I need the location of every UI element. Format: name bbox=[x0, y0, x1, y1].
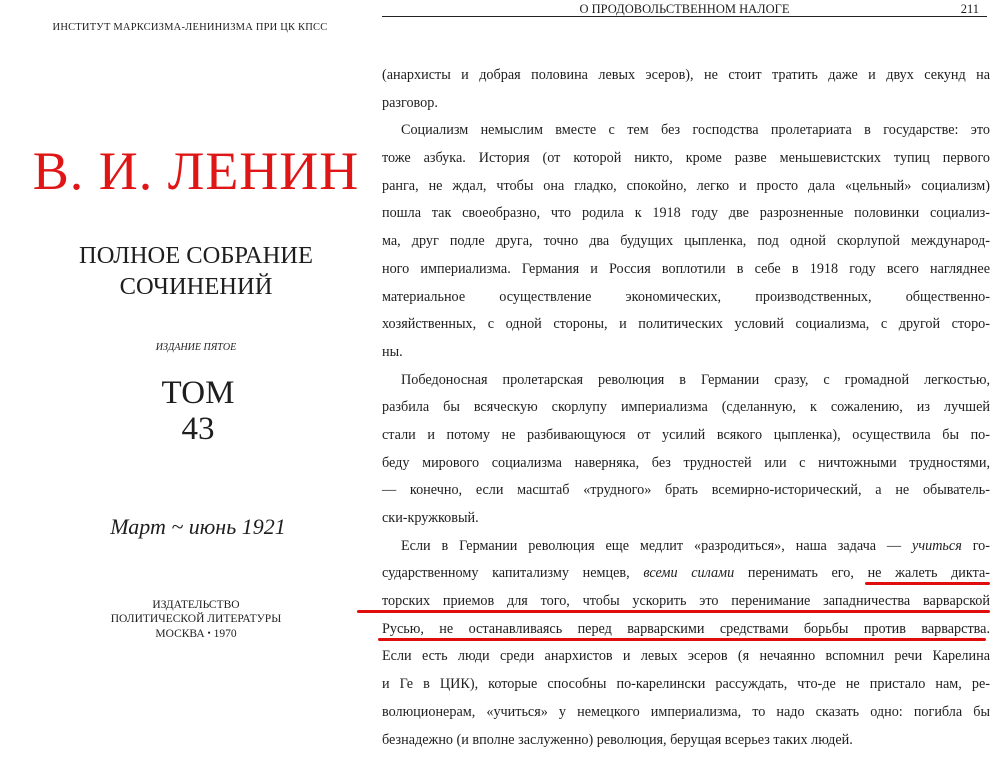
text-line: стали и потому не разбивающуюся от усилий всякого цыпленка), осуществила бы по- bbox=[382, 426, 990, 443]
emphasized-phrase: всеми силами bbox=[643, 565, 735, 582]
text-line: торских приемов для того, чтобы ускорить это перенимание западничества варварской bbox=[382, 588, 990, 616]
text-line: ного империализма. Германия и Россия воплотили в себе в 1918 году всего нагляднее bbox=[382, 260, 990, 277]
publisher-line-1: ИЗДАТЕЛЬСТВО bbox=[152, 599, 240, 611]
text-segment: Если в Германии революция еще медлит «разродиться», наша задача — bbox=[401, 537, 913, 554]
text-line: (анархисты и добрая половина левых эсеров), не стоит тратить даже и двух секунд на bbox=[382, 67, 990, 83]
emphasized-phrase: учиться bbox=[912, 537, 962, 554]
text-segment: сударственному капитализму немцев, bbox=[382, 565, 644, 582]
publisher-block bbox=[0, 598, 392, 641]
text-line: пошла так своеобразно, что родила к 1918 году две разрозненные половинки социализ- bbox=[382, 205, 990, 222]
publisher-line-2: ПОЛИТИЧЕСКОЙ ЛИТЕРАТУРЫ bbox=[110, 613, 282, 625]
text-line: безнадежно (и вполне заслуженно) революция, берущая всерьез таких людей. bbox=[382, 731, 853, 748]
volume-number: 43 bbox=[181, 411, 215, 447]
red-underline bbox=[865, 582, 990, 585]
text-page bbox=[382, 0, 1000, 771]
edition-label: ИЗДАНИЕ ПЯТОЕ bbox=[155, 342, 237, 353]
running-header bbox=[382, 0, 987, 17]
text-line: хозяйственных, с одной стороны, и политических условий социализма, с другой сторо- bbox=[382, 316, 990, 333]
volume-block bbox=[0, 375, 396, 447]
title-page bbox=[0, 0, 380, 771]
text-line: Социализм немыслим вместе с тем без господства пролетариата в государстве: это bbox=[401, 122, 990, 139]
text-line: и Ге в ЦИК), которые способны по-карелински рассуждать, что-де не пристало нам, ре- bbox=[382, 676, 990, 693]
text-line: ски-кружковый. bbox=[382, 510, 479, 526]
red-underline bbox=[357, 610, 990, 613]
text-line: ны. bbox=[382, 343, 403, 360]
text-line: тоже азбука. История (от которой никто, кроме разве меньшевистских тупиц первого bbox=[382, 150, 990, 167]
text-line: — конечно, если масштаб «трудного» брать всемирно-исторический, а не обыватель- bbox=[382, 482, 990, 499]
text-line: Победоносная пролетарская революция в Германии сразу, с громадной легкостью, bbox=[401, 371, 990, 388]
text-line: материальное осуществление экономических, производственных, общественно- bbox=[382, 288, 990, 305]
text-line bbox=[382, 533, 990, 561]
text-line: Если есть люди среди анархистов и левых эсеров (я нечаянно вспомнил речи Карелина bbox=[382, 648, 990, 665]
text-line: беду мирового социализма наверняка, без трудностей или с ничтожными трудностями, bbox=[382, 454, 990, 471]
text-line: ма, друг подле друга, точно два будущих цыпленка, под одной скорлупой международ- bbox=[382, 233, 990, 250]
collection-title bbox=[0, 240, 392, 302]
text-segment: го- bbox=[961, 537, 990, 554]
publication-city: МОСКВА bbox=[155, 628, 205, 640]
page-number: 211 bbox=[960, 2, 979, 16]
volume-dates: Март ~ июнь 1921 bbox=[110, 514, 286, 539]
bullet-separator: • bbox=[207, 628, 211, 638]
institute-name: ИНСТИТУТ МАРКСИЗМА-ЛЕНИНИЗМА ПРИ ЦК КПСС bbox=[52, 22, 328, 33]
text-line bbox=[382, 560, 990, 588]
text-segment: перенимать его, не жалеть дикта- bbox=[734, 565, 990, 582]
text-line: волюционерам, «учиться» у немецкого империализма, то надо сказать одно: погибла бы bbox=[382, 703, 990, 720]
author-name: В. И. ЛЕНИН bbox=[32, 141, 360, 201]
collection-title-line-1: ПОЛНОЕ СОБРАНИЕ bbox=[79, 242, 313, 269]
text-line: Русью, не останавливаясь перед варварскими средствами борьбы против варварства. bbox=[382, 616, 990, 644]
running-title: О ПРОДОВОЛЬСТВЕННОМ НАЛОГЕ bbox=[579, 2, 790, 16]
publication-year: 1970 bbox=[213, 628, 237, 640]
red-underline bbox=[378, 638, 986, 641]
collection-title-line-2: СОЧИНЕНИЙ bbox=[119, 273, 273, 300]
text-line: разбила бы всяческую скорлупу империализма (сделанную, к сожалению, из лучшей bbox=[382, 399, 990, 416]
body-text bbox=[382, 62, 990, 754]
publication-place-year bbox=[0, 626, 392, 641]
text-line: ранга, не ждал, чтобы она гладко, спокойно, легко и просто дала «цельный» социализм) bbox=[382, 177, 990, 194]
volume-label: ТОМ bbox=[161, 375, 235, 411]
text-line: разговор. bbox=[382, 94, 438, 111]
